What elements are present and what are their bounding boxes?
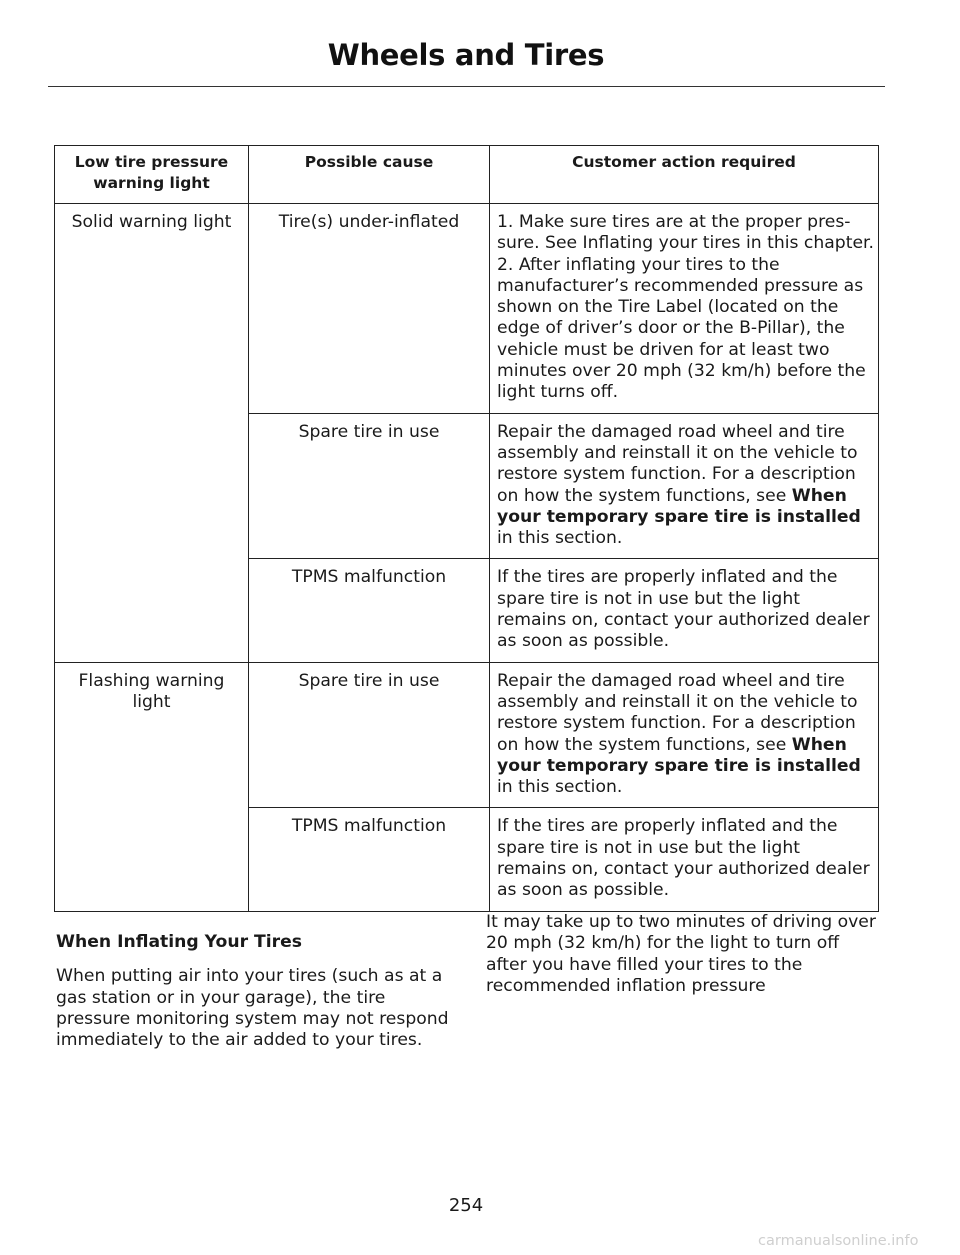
cause-cell bbox=[249, 662, 490, 808]
left-column bbox=[56, 912, 451, 1051]
section-heading: When Inflating Your Tires bbox=[56, 932, 303, 952]
cause-cell bbox=[249, 808, 490, 911]
cause-cell bbox=[249, 413, 490, 559]
cause-text: TPMS malfunction bbox=[291, 816, 447, 837]
action-cell bbox=[490, 808, 879, 911]
action-cell bbox=[490, 559, 879, 662]
table-header-row bbox=[55, 146, 879, 204]
action-text-post: in this section. bbox=[497, 777, 623, 798]
action-cell bbox=[490, 662, 879, 808]
left-paragraph: When putting air into your tires (such as at a gas station or in your garage), the tire pressure monitoring system may not respond immediately to the air added to your tires. bbox=[56, 966, 449, 1051]
action-text-pre: Repair the damaged road wheel and tire assembly and reinstall it on the vehicle to restore system function. For a description on how the system functions, see bbox=[497, 421, 858, 506]
action-reference: When your temporary spare tire is installed bbox=[497, 485, 861, 527]
header-divider bbox=[48, 86, 885, 87]
cause-text: Spare tire in use bbox=[298, 421, 440, 442]
action-text bbox=[490, 414, 878, 559]
action-cell bbox=[490, 413, 879, 559]
header-warning-light: Low tire pressure warning light bbox=[55, 146, 249, 204]
action-text bbox=[490, 663, 878, 808]
page-number: 254 bbox=[448, 1195, 484, 1216]
header-customer-action: Customer action required bbox=[490, 146, 879, 204]
cause-text: Spare tire in use bbox=[298, 670, 440, 691]
condition-solid: Solid warning light bbox=[71, 212, 232, 232]
condition-cell bbox=[55, 204, 249, 663]
action-text: 1. Make sure tires are at the proper pressure. See Inflating your tires in this chapter. 2. After inflating your tires to the manufacturer’s recommended pressure as shown on the Tire Label (located on the edge of driver’s door or the B-Pillar), the vehicle must be driven for at least two minutes over 20 mph (32 km/h) before the light turns off. bbox=[497, 212, 874, 403]
condition-cell bbox=[55, 662, 249, 911]
action-text-pre: Repair the damaged road wheel and tire assembly and reinstall it on the vehicle to restore system function. For a description on how the system functions, see bbox=[497, 670, 858, 755]
action-cell bbox=[490, 204, 879, 414]
cause-text: Tire(s) under-inflated bbox=[278, 212, 460, 232]
condition-flashing: Flashing warning light bbox=[78, 670, 225, 712]
action-text-post: in this section. bbox=[497, 528, 623, 549]
action-text: If the tires are properly inflated and the spare tire is not in use but the light remains on, contact your authorized dealer as soon as possible. bbox=[497, 567, 870, 652]
page-title: Wheels and Tires bbox=[327, 38, 605, 72]
site-watermark: carmanualsonline.info bbox=[758, 1233, 919, 1249]
header-possible-cause: Possible cause bbox=[249, 146, 490, 204]
cause-cell bbox=[249, 204, 490, 414]
tpms-warning-table bbox=[54, 145, 879, 912]
action-reference: When your temporary spare tire is installed bbox=[497, 734, 861, 776]
right-column bbox=[486, 912, 881, 997]
table-row bbox=[55, 662, 879, 808]
right-paragraph: It may take up to two minutes of driving over 20 mph (32 km/h) for the light to turn off after you have filled your tires to the recommended inflation pressure bbox=[486, 912, 876, 996]
cause-cell bbox=[249, 559, 490, 662]
action-text: If the tires are properly inflated and the spare tire is not in use but the light remains on, contact your authorized dealer as soon as possible. bbox=[497, 816, 870, 901]
cause-text: TPMS malfunction bbox=[291, 567, 447, 588]
table-row bbox=[55, 204, 879, 414]
